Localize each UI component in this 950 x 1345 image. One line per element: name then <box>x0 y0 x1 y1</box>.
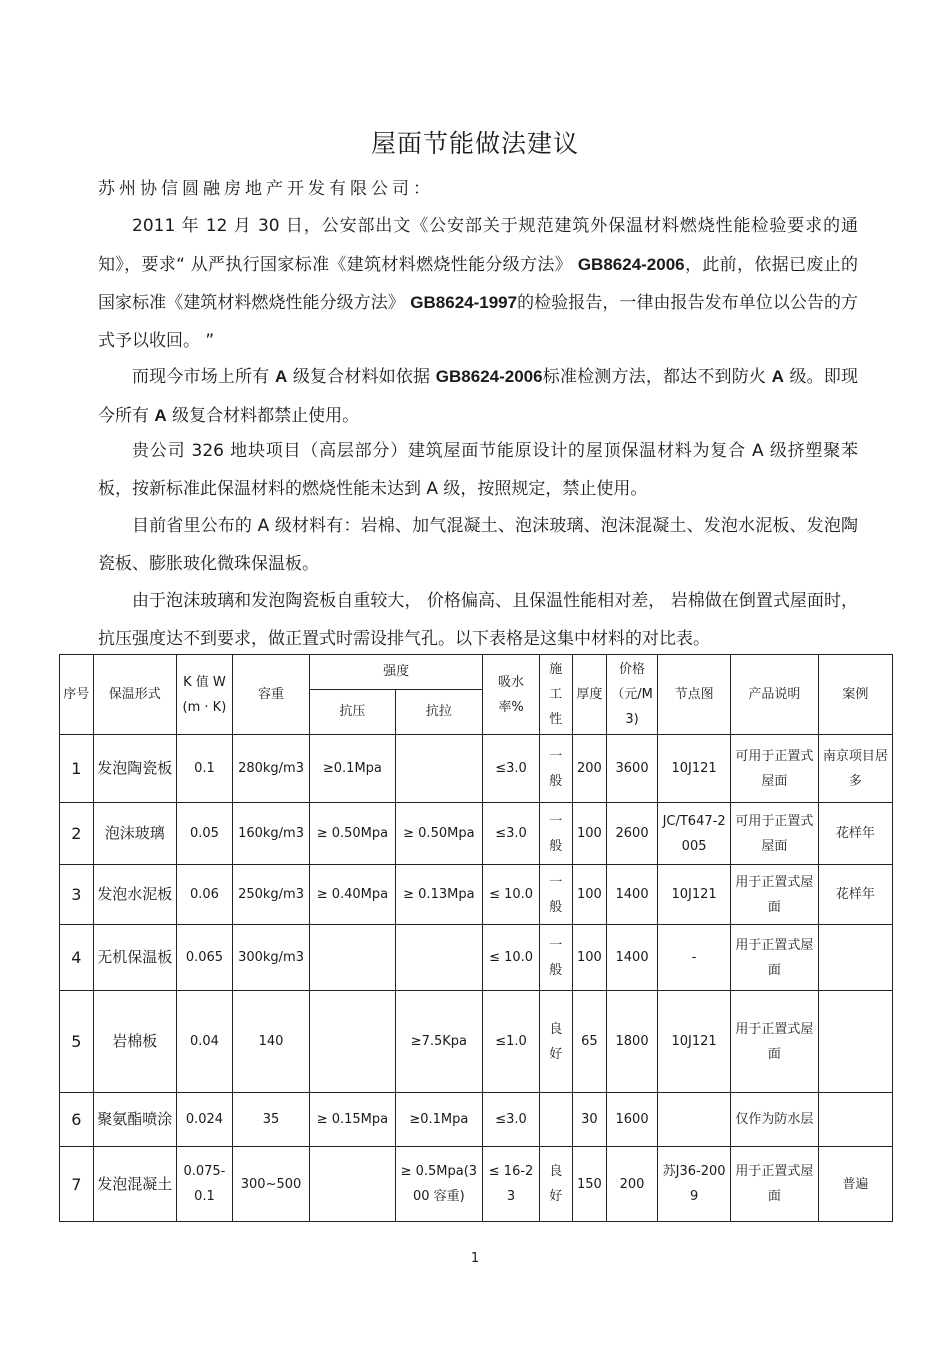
cell-case <box>818 991 892 1093</box>
cell-no: 6 <box>60 1093 94 1147</box>
cell-price: 1400 <box>607 865 658 925</box>
cell-work: 一般 <box>540 865 573 925</box>
cell-thick: 100 <box>572 865 607 925</box>
cell-no: 2 <box>60 803 94 865</box>
cell-absorb: ≤1.0 <box>483 991 540 1093</box>
cell-compress: ≥0.1Mpa <box>310 735 395 803</box>
cell-node: 10J121 <box>657 991 730 1093</box>
bold-term: GB8624-2006 <box>435 367 543 386</box>
header-form: 保温形式 <box>93 655 176 735</box>
text-run: ，此前，依据已废止的国家标准《建筑材料燃烧性能分级方法》 <box>98 254 858 313</box>
text-run: 的检验报告，一律由报告发布单位以公告的方式予以收回。 ” <box>98 293 859 351</box>
header-absorb: 吸水率% <box>483 655 540 735</box>
cell-compress: ≥ 0.50Mpa <box>310 803 395 865</box>
cell-tensile <box>395 925 482 991</box>
header-tensile: 抗拉 <box>395 689 482 734</box>
cell-price: 3600 <box>607 735 658 803</box>
cell-case <box>818 1093 892 1147</box>
text-run: 级。即现今所有 <box>98 367 859 426</box>
cell-form: 泡沫玻璃 <box>93 803 176 865</box>
paragraph-project <box>98 433 858 508</box>
table-row <box>60 1093 893 1147</box>
table-row <box>60 803 893 865</box>
cell-k: 0.04 <box>176 991 232 1093</box>
paragraph-notice <box>98 208 858 360</box>
cell-desc: 仅作为防水层 <box>731 1093 818 1147</box>
table-row <box>60 991 893 1093</box>
cell-thick: 100 <box>572 803 607 865</box>
cell-density: 35 <box>232 1093 309 1147</box>
cell-price: 1600 <box>607 1093 658 1147</box>
text-run: 级复合材料都禁止使用。 <box>166 405 360 426</box>
cell-no: 7 <box>60 1147 94 1222</box>
cell-density: 250kg/m3 <box>232 865 309 925</box>
cell-compress <box>310 1147 395 1222</box>
cell-no: 3 <box>60 865 94 925</box>
text-run: 级复合材料如依据 <box>287 367 436 387</box>
table-row <box>60 865 893 925</box>
cell-desc: 可用于正置式屋面 <box>731 735 818 803</box>
cell-form: 发泡陶瓷板 <box>93 735 176 803</box>
cell-thick: 200 <box>572 735 607 803</box>
cell-price: 2600 <box>607 803 658 865</box>
header-node: 节点图 <box>657 655 730 735</box>
header-k: K 值 W(m · K) <box>176 655 232 735</box>
bold-term: A <box>771 367 784 386</box>
cell-work: 良好 <box>540 991 573 1093</box>
cell-thick: 65 <box>572 991 607 1093</box>
cell-no: 5 <box>60 991 94 1093</box>
cell-tensile: ≥0.1Mpa <box>395 1093 482 1147</box>
header-no: 序号 <box>60 655 94 735</box>
cell-thick: 150 <box>572 1147 607 1222</box>
cell-k: 0.05 <box>176 803 232 865</box>
cell-form: 发泡水泥板 <box>93 865 176 925</box>
cell-k: 0.06 <box>176 865 232 925</box>
text-run: 目前省里公布的 A 级材料有：岩棉、加气混凝土、泡沫玻璃、泡沫混凝土、发泡水泥板、发泡陶瓷板、膨胀玻化微珠保温板。 <box>98 516 858 574</box>
cell-tensile: ≥ 0.50Mpa <box>395 803 482 865</box>
cell-compress: ≥ 0.15Mpa <box>310 1093 395 1147</box>
bold-term: GB8624-1997 <box>410 293 518 312</box>
cell-tensile: ≥ 0.5Mpa(300 容重) <box>395 1147 482 1222</box>
cell-density: 300kg/m3 <box>232 925 309 991</box>
cell-compress: ≥ 0.40Mpa <box>310 865 395 925</box>
cell-desc: 用于正置式屋面 <box>731 991 818 1093</box>
addressee: 苏州协信圆融房地产开发有限公司： <box>98 179 434 199</box>
table-row <box>60 735 893 803</box>
cell-tensile <box>395 735 482 803</box>
cell-work: 良好 <box>540 1147 573 1222</box>
cell-absorb: ≤ 10.0 <box>483 925 540 991</box>
cell-price: 1400 <box>607 925 658 991</box>
header-case: 案例 <box>818 655 892 735</box>
cell-node: 10J121 <box>657 865 730 925</box>
cell-form: 岩棉板 <box>93 991 176 1093</box>
paragraph-market <box>98 358 858 435</box>
cell-thick: 100 <box>572 925 607 991</box>
cell-absorb: ≤ 16-23 <box>483 1147 540 1222</box>
cell-density: 280kg/m3 <box>232 735 309 803</box>
header-density: 容重 <box>232 655 309 735</box>
bold-term: A <box>154 405 167 425</box>
cell-desc: 用于正置式屋面 <box>731 925 818 991</box>
cell-absorb: ≤3.0 <box>483 735 540 803</box>
cell-node: JC/T647-2005 <box>657 803 730 865</box>
header-work: 施工性 <box>540 655 573 735</box>
cell-form: 聚氨酯喷涂 <box>93 1093 176 1147</box>
cell-desc: 用于正置式屋面 <box>731 1147 818 1222</box>
text-run: 标准检测方法，都达不到防火 <box>542 367 772 387</box>
cell-absorb: ≤ 10.0 <box>483 865 540 925</box>
header-strength: 强度 <box>310 655 483 690</box>
header-thick: 厚度 <box>572 655 607 735</box>
cell-work: 一般 <box>540 925 573 991</box>
cell-case: 花样年 <box>818 865 892 925</box>
cell-k: 0.075-0.1 <box>176 1147 232 1222</box>
page-number: 1 <box>470 1251 480 1266</box>
bold-term: A <box>274 367 288 386</box>
bold-term: GB8624-2006 <box>577 254 685 274</box>
cell-compress <box>310 925 395 991</box>
cell-work: 一般 <box>540 735 573 803</box>
cell-node: 苏J36-2009 <box>657 1147 730 1222</box>
cell-desc: 用于正置式屋面 <box>731 865 818 925</box>
header-desc: 产品说明 <box>731 655 818 735</box>
header-compress: 抗压 <box>310 689 395 734</box>
cell-k: 0.024 <box>176 1093 232 1147</box>
cell-no: 1 <box>60 735 94 803</box>
cell-price: 1800 <box>607 991 658 1093</box>
cell-tensile: ≥7.5Kpa <box>395 991 482 1093</box>
text-run: 而现今市场上所有 <box>132 367 275 387</box>
page-title: 屋面节能做法建议 <box>370 129 579 158</box>
cell-thick: 30 <box>572 1093 607 1147</box>
paragraph-comparison <box>98 583 858 658</box>
header-price: 价格（元/M3) <box>607 655 658 735</box>
cell-compress <box>310 991 395 1093</box>
cell-desc: 可用于正置式屋面 <box>731 803 818 865</box>
cell-work: 一般 <box>540 803 573 865</box>
cell-density: 300~500 <box>232 1147 309 1222</box>
table-row <box>60 925 893 991</box>
text-run: 贵公司 326 地块项目（高层部分）建筑屋面节能原设计的屋顶保温材料为复合 A 级挤塑聚苯板，按新标准此保温材料的燃烧性能未达到 A 级，按照规定，禁止使用。 <box>98 441 858 499</box>
text-run: 2011 年 12 月 30 日，公安部出文《公安部关于规范建筑外保温材料燃烧性能检验要求的通知》，要求“ 从严执行国家标准《建筑材料燃烧性能分级方法》 <box>98 216 858 275</box>
cell-density: 160kg/m3 <box>232 803 309 865</box>
cell-absorb: ≤3.0 <box>483 803 540 865</box>
cell-form: 发泡混凝土 <box>93 1147 176 1222</box>
cell-k: 0.1 <box>176 735 232 803</box>
cell-form: 无机保温板 <box>93 925 176 991</box>
cell-node <box>657 1093 730 1147</box>
cell-work <box>540 1093 573 1147</box>
text-run: 由于泡沫玻璃和发泡陶瓷板自重较大， 价格偏高、且保温性能相对差， 岩棉做在倒置式屋面时，抗压强度达不到要求，做正置式时需设排气孔。以下表格是这集中材料的对比表。 <box>98 591 858 649</box>
paragraph-a-materials <box>98 508 858 583</box>
cell-tensile: ≥ 0.13Mpa <box>395 865 482 925</box>
cell-case <box>818 925 892 991</box>
table-row <box>60 1147 893 1222</box>
cell-node: 10J121 <box>657 735 730 803</box>
cell-absorb: ≤3.0 <box>483 1093 540 1147</box>
cell-k: 0.065 <box>176 925 232 991</box>
cell-no: 4 <box>60 925 94 991</box>
material-comparison-table <box>59 654 893 1222</box>
cell-case: 南京项目居多 <box>818 735 892 803</box>
cell-case: 普遍 <box>818 1147 892 1222</box>
cell-node: - <box>657 925 730 991</box>
cell-price: 200 <box>607 1147 658 1222</box>
cell-density: 140 <box>232 991 309 1093</box>
cell-case: 花样年 <box>818 803 892 865</box>
